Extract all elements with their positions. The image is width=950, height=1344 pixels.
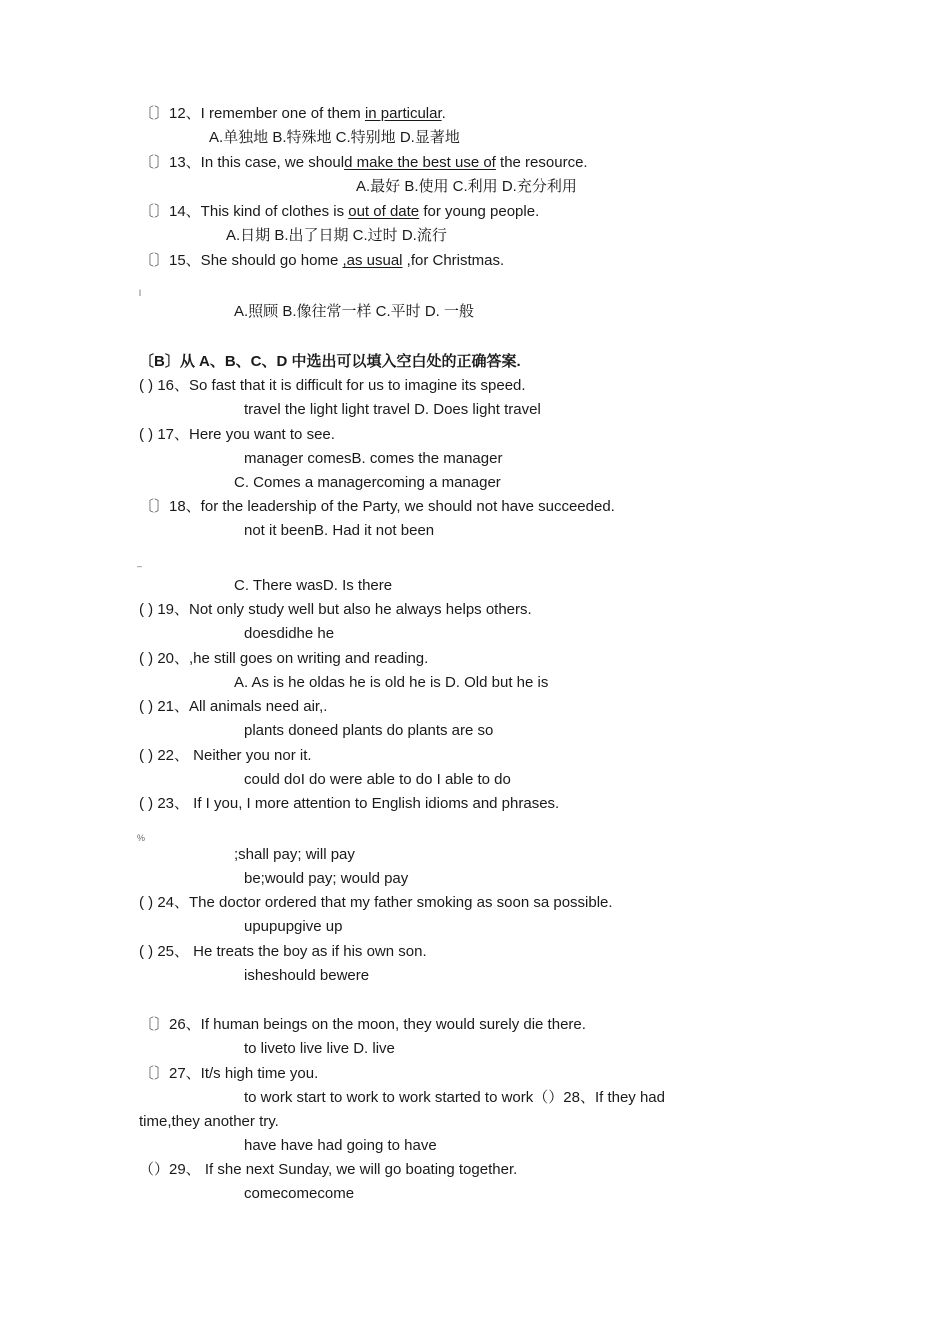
underlined-phrase: ,as usual	[342, 252, 403, 269]
question-19: ( ) 19、Not only study well but also he always helps others.	[139, 601, 532, 618]
question-17-options-1: manager comesB. comes the manager	[244, 450, 503, 467]
question-26-options: to liveto live live D. live	[244, 1040, 395, 1057]
underlined-phrase: d make the best use of	[344, 154, 496, 171]
stray-mark: l	[139, 288, 141, 298]
question-23: ( ) 23、 If I you, I more attention to English idioms and phrases.	[139, 795, 560, 812]
question-16: ( ) 16、So fast that it is difficult for us to imagine its speed.	[139, 377, 526, 394]
question-29: （）29、 If she next Sunday, we will go boating together.	[139, 1161, 518, 1178]
question-21-options: plants doneed plants do plants are so	[244, 722, 494, 739]
question-24-options: upupupgive up	[244, 918, 343, 935]
question-20: ( ) 20、,he still goes on writing and reading.	[139, 650, 429, 667]
question-18-options-2: C. There wasD. Is there	[234, 577, 393, 594]
question-13: 〔〕13、In this case, we should make the best use of the resource.	[139, 154, 588, 171]
underlined-phrase: out of date	[348, 203, 420, 220]
question-14-options: A.日期 B.出了日期 C.过时 D.流行	[226, 227, 447, 244]
underlined-phrase: in particular	[364, 105, 442, 122]
question-27-options: to work start to work to work started to work（）28、If they had	[244, 1089, 665, 1106]
question-28-continued: time,they another try.	[139, 1113, 279, 1130]
question-22: ( ) 22、 Neither you nor it.	[139, 747, 312, 764]
question-17: ( ) 17、Here you want to see.	[139, 426, 335, 443]
question-22-options: could doI do were able to do I able to do	[244, 771, 511, 788]
question-13-options: A.最好 B.使用 C.利用 D.充分利用	[356, 178, 577, 195]
question-17-options-2: C. Comes a managercoming a manager	[234, 474, 501, 491]
question-19-options: doesdidhe he	[244, 625, 335, 642]
question-18: 〔〕18、for the leadership of the Party, we should not have succeeded.	[139, 498, 615, 515]
question-12-options: A.单独地 B.特殊地 C.特别地 D.显著地	[209, 129, 460, 146]
question-25-options: isheshould bewere	[244, 967, 370, 984]
question-23-options-1: ;shall pay; will pay	[234, 846, 355, 863]
question-25: ( ) 25、 He treats the boy as if his own son.	[139, 943, 427, 960]
question-14: 〔〕14、This kind of clothes is out of date for young people.	[139, 203, 540, 220]
question-27: 〔〕27、It/s high time you.	[139, 1065, 319, 1082]
question-26: 〔〕26、If human beings on the moon, they would surely die there.	[139, 1016, 586, 1033]
question-24: ( ) 24、The doctor ordered that my father smoking as soon sa possible.	[139, 894, 613, 911]
stray-mark: %	[137, 833, 146, 843]
question-20-options: A. As is he oldas he is old he is D. Old but he is	[234, 674, 549, 691]
question-15: 〔〕15、She should go home ,as usual ,for Christmas.	[139, 252, 505, 269]
question-29-options: comecomecome	[244, 1185, 355, 1202]
question-12: 〔〕12、I remember one of them in particular.	[139, 105, 446, 122]
question-28-options: have have had going to have	[244, 1137, 437, 1154]
question-18-options-1: not it beenB. Had it not been	[244, 522, 435, 539]
question-15-options: A.照顾 B.像往常一样 C.平时 D. 一般	[234, 303, 475, 320]
stray-mark: –	[137, 561, 143, 571]
question-16-options: travel the light light travel D. Does light travel	[244, 401, 541, 418]
section-b-heading: 〔B〕从 A、B、C、D 中选出可以填入空白处的正确答案.	[139, 353, 521, 370]
question-21: ( ) 21、All animals need air,.	[139, 698, 328, 715]
question-23-options-2: be;would pay; would pay	[244, 870, 409, 887]
